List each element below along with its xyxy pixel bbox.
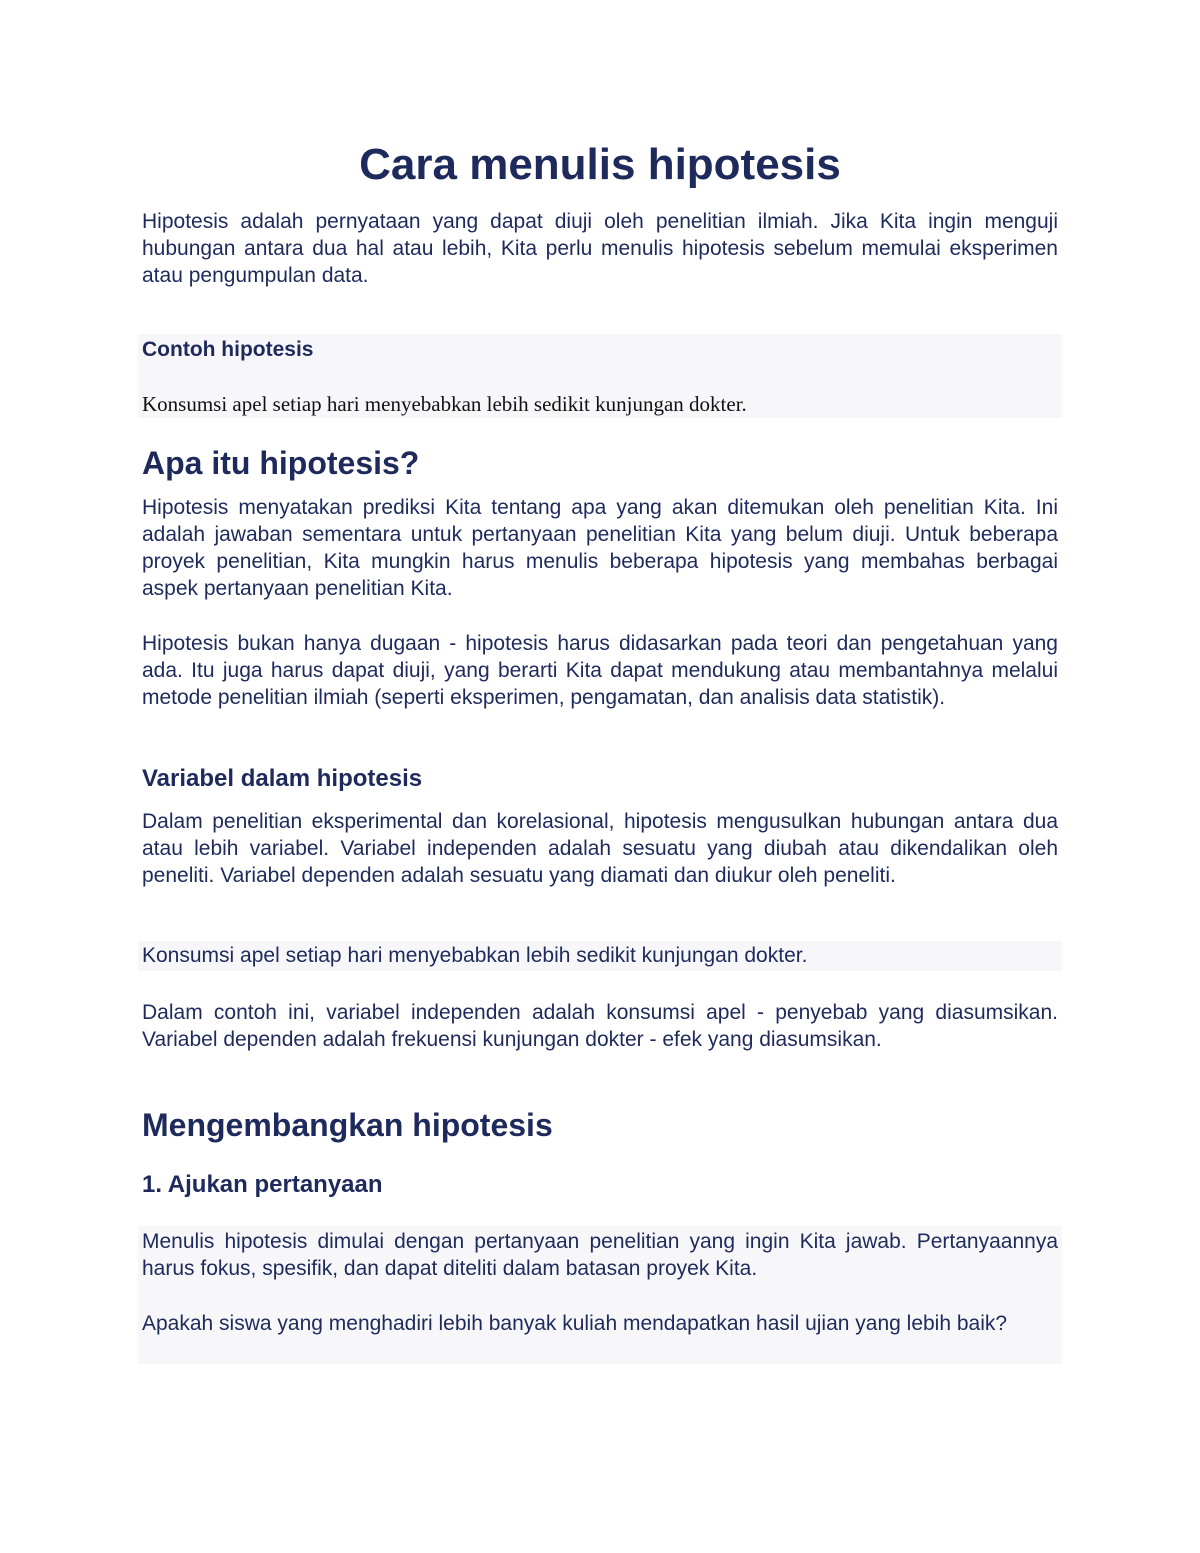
step-1-text: Menulis hipotesis dimulai dengan pertanyaan penelitian yang ingin Kita jawab. Pertanyaannya harus fokus, spesifik, dan dapat diteliti dalam batasan proyek Kita.	[142, 1230, 1058, 1280]
variables-example-text: Konsumsi apel setiap hari menyebabkan lebih sedikit kunjungan dokter.	[142, 944, 808, 967]
variables-paragraph-1: Dalam penelitian eksperimental dan korelasional, hipotesis mengusulkan hubungan antara dua atau lebih variabel. Variabel independen adalah sesuatu yang diubah atau dikendalikan oleh peneliti. Variabel dependen adalah sesuatu yang diamati dan diukur oleh peneliti.	[142, 810, 1058, 887]
example-box-text: Konsumsi apel setiap hari menyebabkan lebih sedikit kunjungan dokter.	[142, 392, 747, 416]
what-paragraph-1: Hipotesis menyatakan prediksi Kita tentang apa yang akan ditemukan oleh penelitian Kita. Ini adalah jawaban sementara untuk pertanyaan penelitian Kita yang belum diuji. Untuk beberapa proyek penelitian, Kita mungkin harus menulis beberapa hipotesis yang membahas berbagai aspek pertanyaan penelitian Kita.	[142, 496, 1058, 600]
variables-example-box	[138, 941, 1062, 971]
example-box-label: Contoh hipotesis	[142, 338, 314, 361]
step-1-example: Apakah siswa yang menghadiri lebih banyak kuliah mendapatkan hasil ujian yang lebih baik?	[142, 1312, 1008, 1335]
heading-step-1: 1. Ajukan pertanyaan	[142, 1171, 383, 1198]
heading-develop-hypothesis: Mengembangkan hipotesis	[142, 1107, 553, 1143]
what-paragraph-2: Hipotesis bukan hanya dugaan - hipotesis harus didasarkan pada teori dan pengetahuan yang ada. Itu juga harus dapat diuji, yang berarti Kita dapat mendukung atau membantahnya melalui metode penelitian ilmiah (seperti eksperimen, pengamatan, dan analisis data statistik).	[142, 632, 1058, 709]
heading-variables: Variabel dalam hipotesis	[142, 765, 423, 792]
variables-paragraph-2: Dalam contoh ini, variabel independen adalah konsumsi apel - penyebab yang diasumsikan. Variabel dependen adalah frekuensi kunjungan dokter - efek yang diasumsikan.	[142, 1001, 1058, 1051]
intro-paragraph: Hipotesis adalah pernyataan yang dapat diuji oleh penelitian ilmiah. Jika Kita ingin menguji hubungan antara dua hal atau lebih, Kita perlu menulis hipotesis sebelum memulai eksperimen atau pengumpulan data.	[142, 210, 1058, 287]
page-title: Cara menulis hipotesis	[359, 140, 841, 189]
example-box	[138, 334, 1062, 418]
heading-what-is-hypothesis: Apa itu hipotesis?	[142, 445, 420, 481]
step-1-box	[138, 1226, 1062, 1364]
